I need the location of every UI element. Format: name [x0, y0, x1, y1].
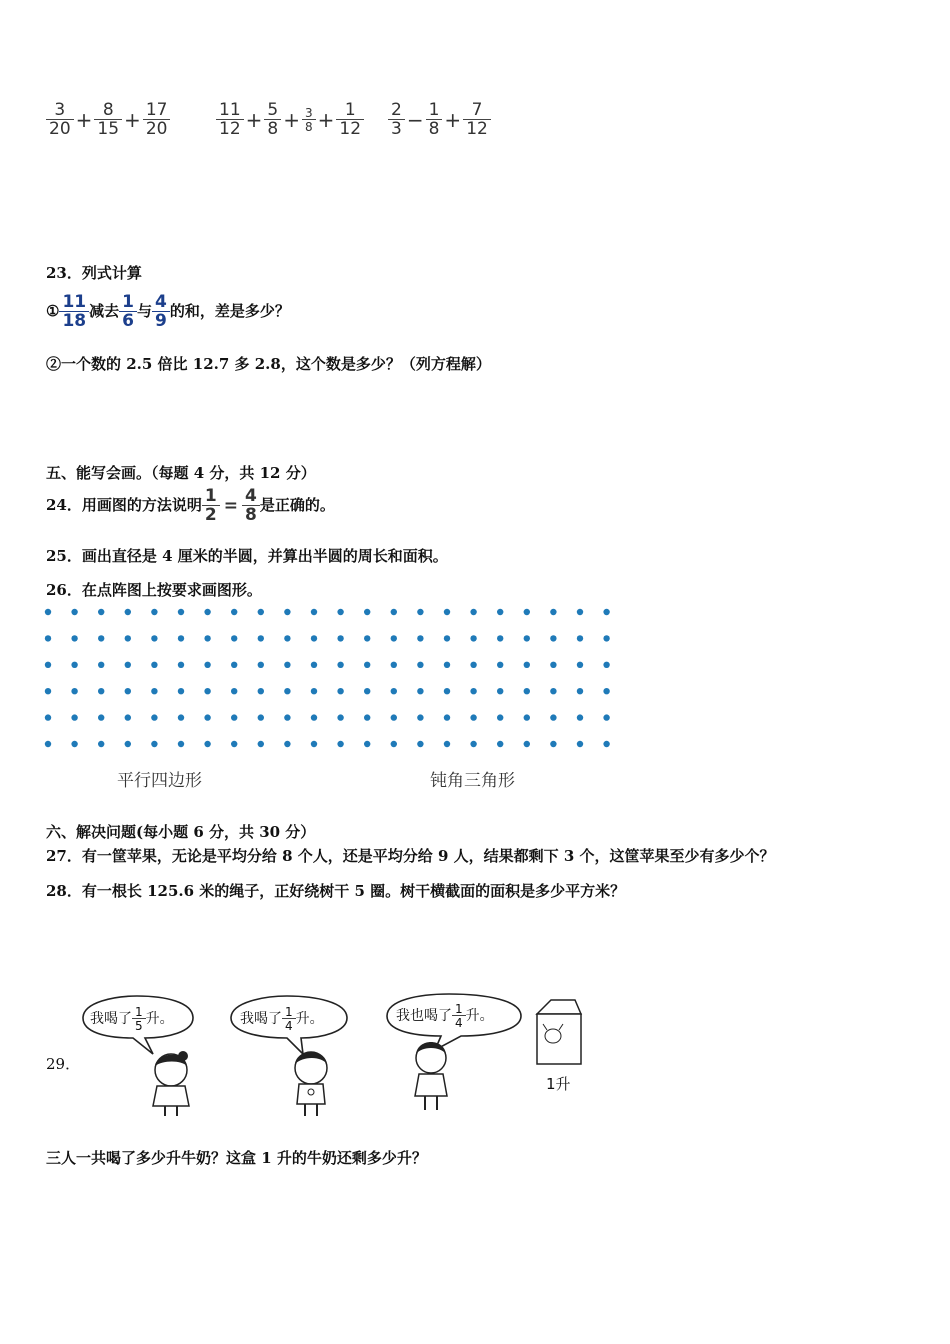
grid-dot[interactable]	[337, 662, 343, 668]
grid-dot[interactable]	[524, 688, 530, 694]
grid-dot[interactable]	[45, 688, 51, 694]
grid-dot[interactable]	[151, 609, 157, 615]
bubble-1-text: 我喝了 $\frac{1}{5}$ 升。	[90, 1005, 174, 1033]
grid-dot[interactable]	[258, 662, 264, 668]
grid-dot[interactable]	[577, 688, 583, 694]
grid-dot[interactable]	[71, 714, 77, 720]
grid-dot[interactable]	[364, 688, 370, 694]
grid-dot[interactable]	[284, 741, 290, 747]
grid-dot[interactable]	[258, 609, 264, 615]
grid-dot[interactable]	[125, 635, 131, 641]
grid-dot[interactable]	[337, 741, 343, 747]
grid-dot[interactable]	[45, 741, 51, 747]
bubble-2-text: 我喝了 $\frac{1}{4}$ 升。	[240, 1005, 324, 1033]
grid-dot[interactable]	[470, 662, 476, 668]
grid-dot[interactable]	[603, 635, 609, 641]
grid-dot[interactable]	[417, 609, 423, 615]
operator: +	[75, 108, 93, 132]
operator: +	[124, 108, 141, 132]
q23-item1-prefix: ①	[46, 302, 60, 320]
grid-dot[interactable]	[71, 609, 77, 615]
grid-dot[interactable]	[337, 609, 343, 615]
grid-dot[interactable]	[98, 609, 104, 615]
grid-dot[interactable]	[391, 635, 397, 641]
grid-dot[interactable]	[550, 688, 556, 694]
grid-dot[interactable]	[391, 714, 397, 720]
grid-dot[interactable]	[258, 688, 264, 694]
grid-dot[interactable]	[45, 662, 51, 668]
bubble-3-text: 我也喝了 $\frac{1}{4}$ 升。	[396, 1002, 494, 1030]
q23-item-2: ②一个数的 2.5 倍比 12.7 多 2.8，这个数是多少？（列方程解）	[46, 355, 491, 373]
fraction: $\frac{5}{8}$	[264, 102, 281, 138]
grid-dot[interactable]	[284, 662, 290, 668]
fraction: $\frac{11}{12}$	[216, 102, 244, 138]
grid-dot[interactable]	[391, 609, 397, 615]
grid-dot[interactable]	[231, 714, 237, 720]
grid-dot[interactable]	[204, 741, 210, 747]
section5-title: 五、能写会画。（每题 4 分，共 12 分）	[46, 464, 316, 482]
fraction: $\frac{17}{20}$	[143, 102, 171, 138]
grid-dot[interactable]	[417, 635, 423, 641]
grid-dot[interactable]	[311, 662, 317, 668]
label-parallelogram: 平行四边形	[117, 771, 202, 791]
label-obtuse-triangle: 钝角三角形	[430, 771, 515, 791]
grid-dot[interactable]	[603, 609, 609, 615]
grid-dot[interactable]	[497, 635, 503, 641]
grid-dot[interactable]	[178, 662, 184, 668]
grid-dot[interactable]	[470, 741, 476, 747]
grid-dot[interactable]	[577, 714, 583, 720]
grid-dot[interactable]	[204, 714, 210, 720]
grid-dot[interactable]	[444, 609, 450, 615]
dot-grid[interactable]	[40, 604, 620, 754]
fraction: $\frac{1}{8}$	[426, 102, 443, 138]
grid-dot[interactable]	[151, 635, 157, 641]
grid-dot[interactable]	[258, 741, 264, 747]
grid-dot[interactable]	[151, 662, 157, 668]
grid-dot[interactable]	[470, 609, 476, 615]
fraction: $\frac{3}{8}$	[302, 107, 316, 133]
grid-dot[interactable]	[71, 662, 77, 668]
grid-dot[interactable]	[71, 635, 77, 641]
grid-dot[interactable]	[470, 714, 476, 720]
grid-dot[interactable]	[311, 714, 317, 720]
grid-dot[interactable]	[470, 688, 476, 694]
grid-dot[interactable]	[550, 714, 556, 720]
grid-dot[interactable]	[231, 741, 237, 747]
grid-dot[interactable]	[550, 741, 556, 747]
grid-dot[interactable]	[311, 741, 317, 747]
q24: 24．用画图的方法说明 $\frac{1}{2}$ = $\frac{4}{8}$ 是正确的。	[46, 486, 335, 525]
grid-dot[interactable]	[577, 609, 583, 615]
q25: 25．画出直径是 4 厘米的半圆，并算出半圆的周长和面积。	[46, 547, 448, 565]
grid-dot[interactable]	[417, 662, 423, 668]
grid-dot[interactable]	[603, 662, 609, 668]
grid-dot[interactable]	[178, 741, 184, 747]
expression-2	[216, 102, 364, 138]
fraction-11-18: $\frac{11}{18}$	[59, 294, 89, 330]
grid-dot[interactable]	[364, 714, 370, 720]
grid-dot[interactable]	[178, 688, 184, 694]
carton-label: 1升	[546, 1075, 571, 1093]
grid-dot[interactable]	[550, 609, 556, 615]
fraction-1-6: $\frac{1}{6}$	[119, 294, 137, 330]
fraction: $\frac{8}{15}$	[94, 102, 122, 138]
grid-dot[interactable]	[577, 741, 583, 747]
grid-dot[interactable]	[417, 714, 423, 720]
grid-dot[interactable]	[337, 688, 343, 694]
boy-figure-2	[415, 1042, 447, 1110]
fraction-4-8: $\frac{4}{8}$	[242, 488, 260, 524]
operator: −	[406, 108, 424, 132]
girl-figure	[153, 1051, 189, 1116]
q29-question: 三人一共喝了多少升牛奶？这盒 1 升的牛奶还剩多少升？	[46, 1149, 427, 1167]
grid-dot[interactable]	[603, 741, 609, 747]
grid-dot[interactable]	[417, 688, 423, 694]
q23-title: 23．列式计算	[46, 264, 142, 282]
expression-1	[46, 102, 170, 138]
grid-dot[interactable]	[497, 688, 503, 694]
q27: 27．有一筐苹果，无论是平均分给 8 个人，还是平均分给 9 人，结果都剩下 3 个，这筐苹果至少有多少个？	[46, 847, 775, 865]
fraction: $\frac{2}{3}$	[388, 102, 405, 138]
grid-dot[interactable]	[125, 688, 131, 694]
grid-dot[interactable]	[98, 662, 104, 668]
grid-dot[interactable]	[524, 714, 530, 720]
fraction-4-9: $\frac{4}{9}$	[152, 294, 170, 330]
expression-3	[388, 102, 491, 138]
grid-dot[interactable]	[125, 714, 131, 720]
grid-dot[interactable]	[550, 635, 556, 641]
grid-dot[interactable]	[204, 609, 210, 615]
grid-dot[interactable]	[364, 662, 370, 668]
grid-dot[interactable]	[98, 714, 104, 720]
q28: 28．有一根长 125.6 米的绳子，正好绕树干 5 圈。树干横截面的面积是多少平方米？	[46, 882, 626, 900]
grid-dot[interactable]	[204, 635, 210, 641]
grid-dot[interactable]	[364, 609, 370, 615]
grid-dot[interactable]	[231, 662, 237, 668]
grid-dot[interactable]	[98, 741, 104, 747]
grid-dot[interactable]	[337, 714, 343, 720]
grid-dot[interactable]	[71, 741, 77, 747]
fraction-1-2: $\frac{1}{2}$	[202, 488, 220, 524]
grid-dot[interactable]	[125, 662, 131, 668]
grid-dot[interactable]	[417, 741, 423, 747]
grid-dot[interactable]	[258, 714, 264, 720]
grid-dot[interactable]	[204, 662, 210, 668]
grid-dot[interactable]	[497, 609, 503, 615]
grid-dot[interactable]	[98, 635, 104, 641]
grid-dot[interactable]	[284, 635, 290, 641]
grid-dot[interactable]	[470, 635, 476, 641]
grid-dot[interactable]	[577, 635, 583, 641]
section6-title: 六、解决问题(每小题 6 分，共 30 分）	[46, 823, 316, 841]
operator: +	[317, 108, 335, 132]
grid-dot[interactable]	[497, 662, 503, 668]
grid-dot[interactable]	[337, 635, 343, 641]
q23-item-1: ① $\frac{11}{18}$ 减去 $\frac{1}{6}$ 与 $\frac{4}{9}$ 的和，差是多少？	[46, 292, 290, 331]
grid-dot[interactable]	[45, 714, 51, 720]
grid-dot[interactable]	[311, 609, 317, 615]
milk-carton-icon	[537, 1000, 581, 1064]
grid-dot[interactable]	[444, 635, 450, 641]
grid-dot[interactable]	[391, 741, 397, 747]
grid-dot[interactable]	[98, 688, 104, 694]
fraction: $\frac{1}{12}$	[336, 102, 364, 138]
grid-dot[interactable]	[577, 662, 583, 668]
grid-dot[interactable]	[71, 688, 77, 694]
grid-dot[interactable]	[603, 714, 609, 720]
grid-dot[interactable]	[125, 609, 131, 615]
grid-dot[interactable]	[125, 741, 131, 747]
operator: +	[444, 108, 462, 132]
fraction: $\frac{7}{12}$	[463, 102, 491, 138]
fraction: $\frac{3}{20}$	[46, 102, 74, 138]
grid-dot[interactable]	[364, 635, 370, 641]
grid-dot[interactable]	[444, 688, 450, 694]
grid-dot[interactable]	[178, 609, 184, 615]
grid-dot[interactable]	[497, 714, 503, 720]
grid-dot[interactable]	[550, 662, 556, 668]
grid-dot[interactable]	[151, 741, 157, 747]
grid-dot[interactable]	[524, 741, 530, 747]
grid-dot[interactable]	[258, 635, 264, 641]
grid-dot[interactable]	[284, 714, 290, 720]
grid-dot[interactable]	[524, 635, 530, 641]
grid-dot[interactable]	[151, 688, 157, 694]
grid-dot[interactable]	[284, 688, 290, 694]
grid-dot[interactable]	[391, 662, 397, 668]
grid-dot[interactable]	[364, 741, 370, 747]
grid-dot[interactable]	[178, 635, 184, 641]
grid-dot[interactable]	[311, 688, 317, 694]
grid-dot[interactable]	[524, 609, 530, 615]
grid-dot[interactable]	[45, 635, 51, 641]
grid-dot[interactable]	[497, 741, 503, 747]
grid-dot[interactable]	[204, 688, 210, 694]
grid-dot[interactable]	[391, 688, 397, 694]
grid-dot[interactable]	[311, 635, 317, 641]
grid-dot[interactable]	[231, 609, 237, 615]
grid-dot[interactable]	[231, 688, 237, 694]
q26: 26．在点阵图上按要求画图形。	[46, 581, 262, 599]
grid-dot[interactable]	[524, 662, 530, 668]
grid-dot[interactable]	[231, 635, 237, 641]
grid-dot[interactable]	[284, 609, 290, 615]
operator: +	[283, 108, 300, 132]
boy-figure-1	[295, 1052, 327, 1116]
grid-dot[interactable]	[178, 714, 184, 720]
operator: +	[245, 108, 263, 132]
q29-number: 29．	[46, 1055, 81, 1073]
grid-dot[interactable]	[444, 714, 450, 720]
grid-dot[interactable]	[45, 609, 51, 615]
grid-dot[interactable]	[603, 688, 609, 694]
grid-dot[interactable]	[444, 662, 450, 668]
grid-dot[interactable]	[151, 714, 157, 720]
grid-dot[interactable]	[444, 741, 450, 747]
